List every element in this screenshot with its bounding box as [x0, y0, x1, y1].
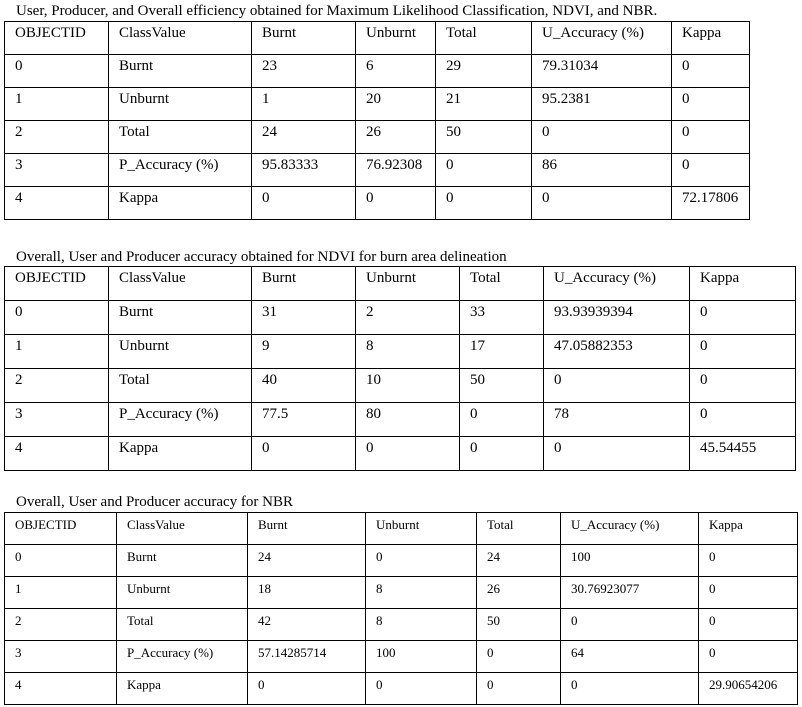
table-cell: 0 [672, 55, 750, 88]
table-row [5, 55, 750, 88]
header-cell: OBJECTID [5, 513, 117, 545]
table-cell: 0 [699, 609, 798, 641]
table-cell: 47.05882353 [544, 335, 690, 369]
table-cell: 0 [366, 673, 477, 705]
table-cell: 0 [477, 641, 561, 673]
table-cell: 8 [366, 609, 477, 641]
table-cell: 0 [690, 335, 796, 369]
table-cell: 64 [561, 641, 699, 673]
table-cell: 26 [477, 577, 561, 609]
table-cell: 3 [5, 403, 109, 437]
table-cell: 2 [5, 121, 109, 154]
table-row [5, 673, 798, 705]
table-cell: 0 [436, 154, 532, 187]
table-3-caption: Overall, User and Producer accuracy for NBR [16, 494, 293, 510]
table-cell: 0 [544, 437, 690, 471]
table-cell: Burnt [109, 301, 252, 335]
table-cell: 24 [248, 545, 366, 577]
table-cell: 1 [5, 335, 109, 369]
table-cell: 0 [561, 609, 699, 641]
table-cell: 0 [544, 369, 690, 403]
nbr-accuracy-table [4, 512, 798, 705]
header-cell: Kappa [699, 513, 798, 545]
table-cell: 78 [544, 403, 690, 437]
table-cell: 4 [5, 673, 117, 705]
table-cell: 95.83333 [252, 154, 356, 187]
table-cell: 31 [252, 301, 356, 335]
table-cell: 42 [248, 609, 366, 641]
table-row [5, 403, 796, 437]
table-2-caption: Overall, User and Producer accuracy obtained for NDVI for burn area delineation [16, 249, 507, 265]
table-cell: 8 [356, 335, 460, 369]
table-cell: Unburnt [109, 335, 252, 369]
table-cell: 76.92308 [356, 154, 436, 187]
table-cell: 0 [532, 121, 672, 154]
table-row [5, 301, 796, 335]
table-cell: 0 [690, 301, 796, 335]
header-cell: U_Accuracy (%) [532, 22, 672, 55]
table-cell: 1 [5, 577, 117, 609]
table-cell: Unburnt [117, 577, 248, 609]
table-cell: 0 [248, 673, 366, 705]
table-row [5, 187, 750, 220]
header-cell: Unburnt [356, 267, 460, 301]
header-cell: ClassValue [109, 22, 252, 55]
table-cell: 0 [672, 88, 750, 121]
table-cell: 0 [561, 673, 699, 705]
table-cell: 40 [252, 369, 356, 403]
table-cell: 2 [5, 369, 109, 403]
header-cell: Total [436, 22, 532, 55]
table-1-caption: User, Producer, and Overall efficiency obtained for Maximum Likelihood Classification, NDVI, and NBR. [16, 3, 658, 19]
table-cell: 45.54455 [690, 437, 796, 471]
table-cell: 18 [248, 577, 366, 609]
table-row [5, 88, 750, 121]
table-row [5, 335, 796, 369]
table-cell: Burnt [109, 55, 252, 88]
table-cell: 0 [460, 403, 544, 437]
table-cell: 0 [460, 437, 544, 471]
table-cell: 29.90654206 [699, 673, 798, 705]
table-cell: 23 [252, 55, 356, 88]
table-cell: 4 [5, 187, 109, 220]
table-cell: 0 [5, 301, 109, 335]
table-cell: Kappa [117, 673, 248, 705]
header-cell: U_Accuracy (%) [561, 513, 699, 545]
table-cell: 10 [356, 369, 460, 403]
table-cell: 0 [690, 369, 796, 403]
table-cell: 2 [5, 609, 117, 641]
table-cell: 0 [356, 437, 460, 471]
table-cell: 20 [356, 88, 436, 121]
table-cell: 72.17806 [672, 187, 750, 220]
table-cell: 0 [366, 545, 477, 577]
table-cell: Total [109, 121, 252, 154]
table-cell: 86 [532, 154, 672, 187]
table-cell: 33 [460, 301, 544, 335]
header-cell: Burnt [252, 267, 356, 301]
table-row [5, 154, 750, 187]
table-cell: 95.2381 [532, 88, 672, 121]
table-cell: 4 [5, 437, 109, 471]
table-cell: 0 [699, 545, 798, 577]
table-cell: 50 [436, 121, 532, 154]
table-cell: 0 [356, 187, 436, 220]
table-cell: P_Accuracy (%) [109, 154, 252, 187]
table-cell: 0 [532, 187, 672, 220]
header-cell: Total [477, 513, 561, 545]
header-cell: Burnt [252, 22, 356, 55]
table-cell: 24 [477, 545, 561, 577]
table-cell: 50 [477, 609, 561, 641]
header-cell: Unburnt [356, 22, 436, 55]
table-row [5, 545, 798, 577]
table-cell: 2 [356, 301, 460, 335]
table-cell: 24 [252, 121, 356, 154]
table-cell: 50 [460, 369, 544, 403]
table-cell: Burnt [117, 545, 248, 577]
table-row [5, 369, 796, 403]
table-cell: 9 [252, 335, 356, 369]
header-cell: ClassValue [117, 513, 248, 545]
table-cell: Kappa [109, 187, 252, 220]
table-cell: 6 [356, 55, 436, 88]
table-cell: 100 [561, 545, 699, 577]
table-header-row [5, 267, 796, 301]
table-cell: 0 [477, 673, 561, 705]
table-cell: 77.5 [252, 403, 356, 437]
table-cell: Kappa [109, 437, 252, 471]
table-cell: 3 [5, 154, 109, 187]
table-cell: 0 [436, 187, 532, 220]
table-cell: 100 [366, 641, 477, 673]
header-cell: Kappa [672, 22, 750, 55]
table-cell: 0 [5, 545, 117, 577]
table-cell: 3 [5, 641, 117, 673]
table-cell: Total [117, 609, 248, 641]
header-cell: Unburnt [366, 513, 477, 545]
table-cell: 30.76923077 [561, 577, 699, 609]
table-cell: 80 [356, 403, 460, 437]
table-cell: 0 [672, 121, 750, 154]
table-row [5, 121, 750, 154]
table-cell: Total [109, 369, 252, 403]
table-cell: 93.93939394 [544, 301, 690, 335]
table-header-row [5, 513, 798, 545]
ndvi-accuracy-table [4, 266, 796, 471]
table-cell: 0 [252, 187, 356, 220]
table-cell: 0 [699, 577, 798, 609]
table-header-row [5, 22, 750, 55]
table-cell: 0 [5, 55, 109, 88]
table-cell: 1 [5, 88, 109, 121]
table-row [5, 641, 798, 673]
header-cell: Total [460, 267, 544, 301]
table-cell: Unburnt [109, 88, 252, 121]
header-cell: OBJECTID [5, 22, 109, 55]
header-cell: Burnt [248, 513, 366, 545]
header-cell: Kappa [690, 267, 796, 301]
table-cell: 79.31034 [532, 55, 672, 88]
table-cell: 29 [436, 55, 532, 88]
table-cell: 8 [366, 577, 477, 609]
table-cell: P_Accuracy (%) [117, 641, 248, 673]
table-cell: 57.14285714 [248, 641, 366, 673]
table-row [5, 437, 796, 471]
table-cell: 26 [356, 121, 436, 154]
table-cell: 17 [460, 335, 544, 369]
table-row [5, 577, 798, 609]
table-cell: 0 [699, 641, 798, 673]
mlc-accuracy-table [4, 21, 750, 220]
table-cell: 0 [252, 437, 356, 471]
table-row [5, 609, 798, 641]
table-cell: 1 [252, 88, 356, 121]
header-cell: OBJECTID [5, 267, 109, 301]
header-cell: U_Accuracy (%) [544, 267, 690, 301]
table-cell: 0 [672, 154, 750, 187]
table-cell: P_Accuracy (%) [109, 403, 252, 437]
header-cell: ClassValue [109, 267, 252, 301]
table-cell: 0 [690, 403, 796, 437]
table-cell: 21 [436, 88, 532, 121]
